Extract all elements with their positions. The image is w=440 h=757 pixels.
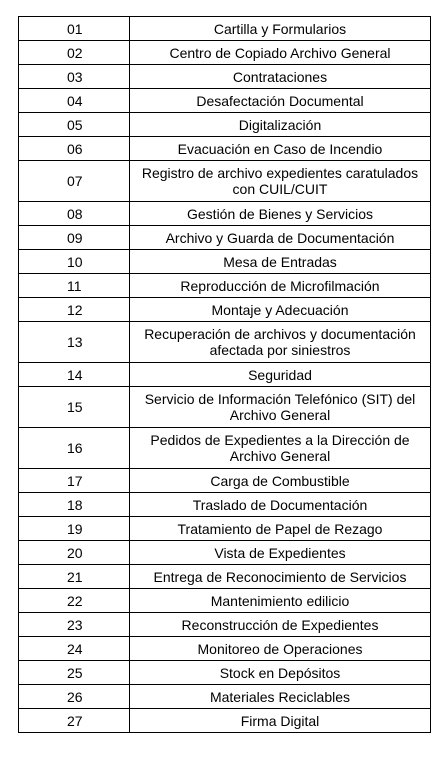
row-name: Contrataciones	[130, 65, 431, 89]
row-number: 06	[19, 137, 130, 161]
row-name: Materiales Reciclables	[130, 685, 431, 709]
row-number: 11	[19, 274, 130, 298]
row-number: 07	[19, 161, 130, 202]
row-name: Traslado de Documentación	[130, 493, 431, 517]
table-row	[19, 17, 431, 41]
table-row	[19, 226, 431, 250]
table-row	[19, 517, 431, 541]
table-row	[19, 89, 431, 113]
table-row	[19, 363, 431, 387]
row-number: 04	[19, 89, 130, 113]
row-number: 20	[19, 541, 130, 565]
table-row	[19, 250, 431, 274]
row-name: Recuperación de archivos y documentación afectada por siniestros	[130, 322, 431, 363]
table-row	[19, 202, 431, 226]
row-name: Gestión de Bienes y Servicios	[130, 202, 431, 226]
table-row	[19, 387, 431, 428]
row-number: 19	[19, 517, 130, 541]
row-number: 03	[19, 65, 130, 89]
table-row	[19, 589, 431, 613]
row-name: Stock en Depósitos	[130, 661, 431, 685]
row-number: 23	[19, 613, 130, 637]
services-table-body	[19, 17, 431, 733]
table-row	[19, 685, 431, 709]
table-row	[19, 613, 431, 637]
table-row	[19, 428, 431, 469]
row-number: 25	[19, 661, 130, 685]
table-row	[19, 709, 431, 733]
table-row	[19, 41, 431, 65]
table-row	[19, 637, 431, 661]
table-row	[19, 137, 431, 161]
row-number: 01	[19, 17, 130, 41]
row-name: Monitoreo de Operaciones	[130, 637, 431, 661]
table-row	[19, 161, 431, 202]
row-number: 26	[19, 685, 130, 709]
row-number: 14	[19, 363, 130, 387]
row-name: Digitalización	[130, 113, 431, 137]
row-name: Mantenimiento edilicio	[130, 589, 431, 613]
row-name: Montaje y Adecuación	[130, 298, 431, 322]
services-table	[18, 16, 431, 733]
table-row	[19, 298, 431, 322]
row-number: 17	[19, 469, 130, 493]
row-number: 12	[19, 298, 130, 322]
row-number: 05	[19, 113, 130, 137]
row-name: Firma Digital	[130, 709, 431, 733]
row-name: Servicio de Información Telefónico (SIT) del Archivo General	[130, 387, 431, 428]
table-row	[19, 113, 431, 137]
table-row	[19, 469, 431, 493]
row-name: Evacuación en Caso de Incendio	[130, 137, 431, 161]
table-row	[19, 541, 431, 565]
table-row	[19, 493, 431, 517]
row-number: 15	[19, 387, 130, 428]
row-name: Reconstrucción de Expedientes	[130, 613, 431, 637]
row-number: 16	[19, 428, 130, 469]
row-name: Cartilla y Formularios	[130, 17, 431, 41]
row-number: 24	[19, 637, 130, 661]
table-row	[19, 274, 431, 298]
table-row	[19, 65, 431, 89]
row-name: Centro de Copiado Archivo General	[130, 41, 431, 65]
table-row	[19, 322, 431, 363]
row-name: Archivo y Guarda de Documentación	[130, 226, 431, 250]
row-name: Registro de archivo expedientes caratulados con CUIL/CUIT	[130, 161, 431, 202]
row-name: Seguridad	[130, 363, 431, 387]
row-name: Desafectación Documental	[130, 89, 431, 113]
row-name: Mesa de Entradas	[130, 250, 431, 274]
row-number: 10	[19, 250, 130, 274]
row-number: 21	[19, 565, 130, 589]
row-name: Entrega de Reconocimiento de Servicios	[130, 565, 431, 589]
row-number: 27	[19, 709, 130, 733]
row-name: Vista de Expedientes	[130, 541, 431, 565]
row-number: 09	[19, 226, 130, 250]
row-number: 13	[19, 322, 130, 363]
row-number: 18	[19, 493, 130, 517]
row-name: Reproducción de Microfilmación	[130, 274, 431, 298]
row-number: 02	[19, 41, 130, 65]
table-row	[19, 661, 431, 685]
row-name: Pedidos de Expedientes a la Dirección de Archivo General	[130, 428, 431, 469]
table-row	[19, 565, 431, 589]
row-number: 22	[19, 589, 130, 613]
row-number: 08	[19, 202, 130, 226]
row-name: Tratamiento de Papel de Rezago	[130, 517, 431, 541]
row-name: Carga de Combustible	[130, 469, 431, 493]
